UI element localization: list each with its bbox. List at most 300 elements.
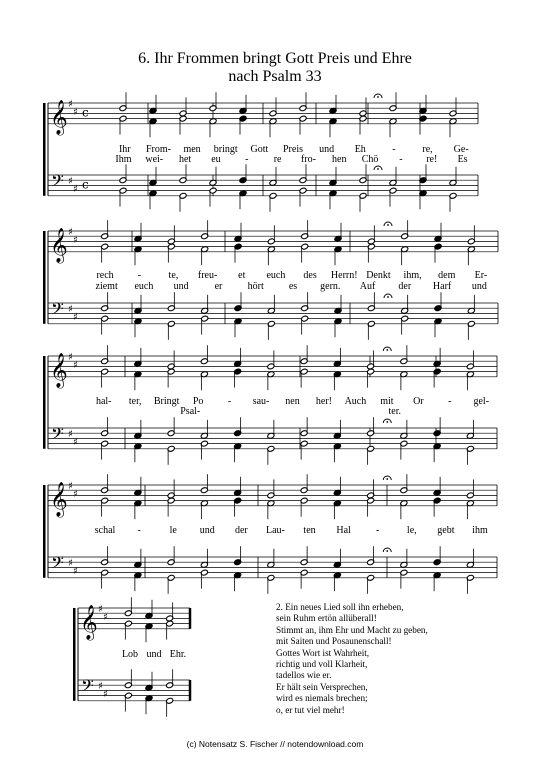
half-note — [200, 500, 208, 519]
half-note — [201, 220, 209, 239]
lyric-syllable: - — [448, 396, 452, 407]
quarter-note — [329, 95, 337, 114]
quarter-note — [234, 223, 242, 242]
half-note — [101, 440, 109, 459]
quarter-note — [239, 95, 247, 114]
half-note — [466, 420, 474, 439]
quarter-note — [149, 167, 157, 186]
sharp-icon: ♯ — [68, 227, 73, 238]
fermata-icon — [384, 294, 392, 298]
half-note — [300, 440, 308, 459]
half-note — [267, 225, 275, 244]
quarter-note — [134, 549, 142, 568]
lyric-syllable: Auch — [344, 396, 367, 407]
half-note — [359, 115, 367, 134]
quarter-note — [134, 223, 142, 242]
half-note — [166, 602, 174, 621]
half-note — [367, 320, 375, 339]
lyric-syllable: gern. — [320, 281, 341, 292]
half-note — [400, 345, 408, 364]
quarter-note — [234, 417, 242, 436]
lyric-syllable: und — [146, 649, 162, 660]
lyric-syllable: Chö — [361, 154, 379, 165]
lyric-syllable: Es — [457, 154, 468, 165]
quarter-note — [134, 295, 142, 314]
lyric-syllable: freu- — [197, 270, 218, 281]
lyric-syllable: - — [392, 144, 396, 155]
half-note — [167, 574, 175, 593]
quarter-note — [329, 190, 337, 209]
lyric-syllable: eu — [211, 154, 221, 165]
quarter-note — [434, 318, 442, 337]
quarter-note — [145, 600, 153, 619]
sharp-icon: ♯ — [73, 106, 78, 118]
half-note — [101, 497, 109, 516]
brace — [43, 231, 46, 324]
half-note — [200, 371, 208, 390]
half-note — [300, 345, 308, 364]
verse-line: 2. Ein neues Lied soll ihn erheben, — [276, 602, 404, 612]
sharp-icon: ♯ — [73, 437, 78, 448]
quarter-note — [419, 164, 427, 183]
half-note — [101, 243, 109, 262]
half-note — [167, 320, 175, 339]
half-note — [167, 292, 175, 311]
lyric-syllable: re — [273, 154, 282, 165]
half-note — [101, 345, 109, 364]
half-note — [179, 192, 187, 211]
lyric-syllable: Lob — [121, 649, 139, 660]
lyric-syllable: ten — [303, 525, 316, 536]
half-note — [301, 220, 309, 239]
copyright-footer: (c) Notensatz S. Fischer // notendownload.com — [186, 739, 364, 749]
brace — [43, 485, 46, 578]
treble-clef-icon: 𝄞 — [50, 481, 68, 517]
quarter-note — [149, 190, 157, 209]
lyric-syllable: Ge- — [453, 144, 469, 155]
quarter-note — [433, 572, 441, 591]
half-note — [167, 445, 175, 464]
half-note — [167, 243, 175, 262]
sharp-icon: ♯ — [68, 176, 73, 188]
half-note — [400, 420, 408, 439]
half-note — [167, 546, 175, 565]
lyric-syllable: - — [376, 525, 380, 536]
half-note — [466, 574, 474, 593]
half-note — [269, 192, 277, 211]
lyric-syllable: Harf — [432, 281, 452, 292]
half-note — [201, 315, 209, 334]
half-note — [300, 546, 308, 565]
half-note — [299, 164, 307, 183]
quarter-note — [234, 572, 242, 591]
quarter-note — [333, 549, 341, 568]
common-time-icon: c — [82, 177, 89, 192]
quarter-note — [333, 443, 341, 462]
half-note — [119, 187, 127, 206]
bass-clef-icon: 𝄢 — [81, 675, 94, 700]
half-note — [401, 220, 409, 239]
sharp-icon: ♯ — [68, 558, 73, 570]
half-note — [166, 697, 174, 716]
lyric-syllable: Gott — [250, 144, 269, 155]
half-note — [119, 92, 127, 111]
half-note — [389, 167, 397, 186]
half-note — [400, 371, 408, 390]
half-note — [124, 620, 132, 639]
lyric-syllable: und — [199, 525, 215, 536]
half-note — [300, 497, 308, 516]
quarter-note — [145, 623, 153, 642]
quarter-note — [433, 417, 441, 436]
quarter-note — [145, 672, 153, 691]
sharp-icon: ♯ — [68, 304, 73, 316]
lyric-syllable: Er- — [474, 270, 488, 281]
half-note — [101, 220, 109, 239]
lyric-syllable: re! — [426, 154, 438, 165]
quarter-note — [333, 500, 341, 519]
half-note — [467, 320, 475, 339]
half-note — [269, 118, 277, 137]
lyric-syllable: gel- — [473, 396, 490, 407]
lyric-syllable: des — [303, 270, 317, 281]
verse-line: mit Saiten und Posaunenschall! — [276, 636, 392, 647]
half-note — [267, 320, 275, 339]
lyric-syllable: hört — [247, 281, 264, 292]
half-note — [299, 92, 307, 111]
lyric-syllable: euch — [266, 270, 286, 281]
song-subtitle: nach Psalm 33 — [228, 68, 322, 85]
quarter-note — [134, 420, 142, 439]
half-note — [124, 692, 132, 711]
half-note — [267, 500, 275, 519]
quarter-note — [333, 348, 341, 367]
half-note — [367, 574, 375, 593]
lyric-syllable: es — [288, 281, 298, 292]
lyric-syllable: Hal — [336, 525, 351, 536]
lyric-syllable: ihm, — [403, 270, 422, 281]
half-note — [166, 669, 174, 688]
half-note — [367, 243, 375, 262]
half-note — [359, 164, 367, 183]
lyric-syllable: - — [137, 525, 141, 536]
half-note — [449, 167, 457, 186]
lyric-syllable: bringt — [213, 144, 238, 155]
lyric-syllable: dem — [438, 270, 456, 281]
half-note — [449, 118, 457, 137]
half-note — [401, 295, 409, 314]
sharp-icon: ♯ — [98, 681, 103, 693]
half-note — [119, 164, 127, 183]
sharp-icon: ♯ — [103, 689, 108, 700]
lyric-syllable: fro- — [300, 154, 316, 165]
half-note — [466, 479, 474, 498]
half-note — [400, 474, 408, 493]
quarter-note — [234, 368, 242, 387]
half-note — [367, 292, 375, 311]
half-note — [124, 597, 132, 616]
half-note — [101, 292, 109, 311]
lyric-syllable: le — [169, 525, 177, 536]
half-note — [200, 440, 208, 459]
quarter-note — [239, 164, 247, 183]
half-note — [167, 368, 175, 387]
lyric-syllable: euch — [134, 281, 154, 292]
quarter-note — [234, 243, 242, 262]
quarter-note — [134, 477, 142, 496]
quarter-note — [334, 295, 342, 314]
verse-line: wird es niemals brechen; — [276, 693, 368, 704]
lyric-syllable: From- — [145, 144, 171, 155]
half-note — [359, 192, 367, 211]
lyric-syllable: der — [398, 281, 412, 292]
lyric-syllable: Auf — [359, 281, 376, 292]
quarter-note — [433, 497, 441, 516]
half-note — [389, 92, 397, 111]
treble-clef-icon: 𝄞 — [50, 352, 68, 388]
half-note — [101, 474, 109, 493]
half-note — [466, 371, 474, 390]
quarter-note — [149, 95, 157, 114]
half-note — [101, 368, 109, 387]
half-note — [400, 500, 408, 519]
treble-clef-icon: 𝄞 — [50, 227, 68, 263]
half-note — [367, 479, 375, 498]
lyric-syllable: le, — [406, 525, 417, 536]
half-note — [367, 445, 375, 464]
quarter-note — [334, 223, 342, 242]
verse-line: sein Ruhm ertön allüberall! — [276, 613, 377, 624]
lyric-syllable: - — [227, 396, 232, 407]
lyric-syllable: et — [238, 270, 246, 281]
treble-clef-icon: 𝄞 — [80, 604, 98, 640]
half-note — [400, 440, 408, 459]
fermata-icon — [383, 419, 391, 423]
lyric-syllable: te, — [168, 270, 179, 281]
quarter-note — [134, 318, 142, 337]
quarter-note — [234, 497, 242, 516]
sharp-icon: ♯ — [68, 352, 73, 363]
half-note — [467, 246, 475, 265]
sharp-icon: ♯ — [73, 312, 78, 323]
half-note — [401, 246, 409, 265]
quarter-note — [433, 477, 441, 496]
quarter-note — [149, 118, 157, 137]
half-note — [267, 574, 275, 593]
lyric-syllable: - — [137, 270, 141, 281]
quarter-note — [234, 348, 242, 367]
brace — [43, 356, 46, 449]
sharp-icon: ♯ — [68, 99, 73, 110]
sharp-icon: ♯ — [68, 429, 73, 441]
lyric-syllable: Ihr — [118, 144, 131, 155]
quarter-note — [434, 243, 442, 262]
quarter-note — [234, 443, 242, 462]
half-note — [449, 192, 457, 211]
sharp-icon: ♯ — [73, 566, 78, 577]
quarter-note — [134, 572, 142, 591]
lyric-syllable: und — [173, 281, 189, 292]
half-note — [179, 115, 187, 134]
lyric-syllable: re, — [422, 144, 433, 155]
brace — [73, 608, 76, 701]
half-note — [166, 620, 174, 639]
quarter-note — [433, 443, 441, 462]
brace — [43, 103, 46, 196]
half-note — [201, 246, 209, 265]
quarter-note — [333, 371, 341, 390]
lyric-syllable: her! — [315, 396, 333, 407]
quarter-note — [134, 500, 142, 519]
half-note — [400, 549, 408, 568]
half-note — [300, 368, 308, 387]
half-note — [200, 420, 208, 439]
quarter-note — [234, 546, 242, 565]
lyric-syllable: ter. — [388, 406, 401, 417]
sharp-icon: ♯ — [103, 611, 108, 623]
half-note — [101, 546, 109, 565]
quarter-note — [333, 420, 341, 439]
lyric-syllable: Lau- — [266, 525, 285, 536]
half-note — [267, 549, 275, 568]
fermata-icon — [383, 548, 391, 552]
lyric-syllable: nen — [285, 396, 300, 407]
quarter-note — [334, 318, 342, 337]
half-note — [367, 350, 375, 369]
quarter-note — [329, 118, 337, 137]
half-note — [466, 350, 474, 369]
quarter-note — [434, 223, 442, 242]
quarter-note — [234, 477, 242, 496]
lyric-syllable: der — [234, 525, 248, 536]
half-note — [449, 97, 457, 116]
common-time-icon: c — [82, 105, 89, 120]
lyric-syllable: - — [245, 154, 249, 165]
sharp-icon: ♯ — [73, 359, 78, 371]
lyric-syllable: Bringt — [153, 396, 180, 407]
half-note — [201, 295, 209, 314]
half-note — [467, 295, 475, 314]
treble-clef-icon: 𝄞 — [50, 99, 68, 135]
half-note — [267, 350, 275, 369]
half-note — [167, 417, 175, 436]
half-note — [367, 546, 375, 565]
quarter-note — [333, 477, 341, 496]
half-note — [101, 315, 109, 334]
lyric-syllable: sau- — [252, 396, 270, 407]
lyric-syllable: het — [178, 154, 192, 165]
half-note — [367, 497, 375, 516]
half-note — [267, 246, 275, 265]
half-note — [367, 225, 375, 244]
quarter-note — [134, 246, 142, 265]
half-note — [124, 669, 132, 688]
half-note — [269, 167, 277, 186]
verse-2 — [276, 602, 428, 716]
lyric-syllable: und — [319, 144, 335, 155]
lyric-syllable: schal — [94, 525, 116, 536]
half-note — [267, 479, 275, 498]
verse-line: Gottes Wort ist Wahrheit, — [276, 647, 370, 658]
lyric-syllable: Po — [192, 396, 204, 407]
half-note — [101, 417, 109, 436]
half-note — [300, 474, 308, 493]
half-note — [267, 295, 275, 314]
lyric-syllable: Or — [413, 396, 424, 407]
bass-clef-icon: 𝄢 — [51, 170, 64, 195]
song-title: 6. Ihr Frommen bringt Gott Preis und Ehre — [138, 50, 412, 67]
quarter-note — [329, 167, 337, 186]
half-note — [301, 315, 309, 334]
half-note — [301, 243, 309, 262]
half-note — [467, 225, 475, 244]
verse-line: Er hält sein Versprechen, — [276, 681, 368, 692]
verse-line: o, er tut viel mehr! — [276, 704, 345, 715]
quarter-note — [239, 115, 247, 134]
half-note — [299, 115, 307, 134]
lyric-syllable: wei- — [145, 154, 164, 165]
quarter-note — [334, 246, 342, 265]
half-note — [389, 118, 397, 137]
quarter-note — [433, 546, 441, 565]
fermata-icon — [374, 94, 382, 98]
quarter-note — [419, 190, 427, 209]
quarter-note — [134, 371, 142, 390]
quarter-note — [419, 115, 427, 134]
half-note — [167, 497, 175, 516]
verse-line: Stimmt an, ihm Ehr und Macht zu geben, — [276, 624, 428, 635]
sharp-icon: ♯ — [73, 488, 78, 500]
half-note — [301, 292, 309, 311]
sharp-icon: ♯ — [73, 234, 78, 246]
half-note — [466, 500, 474, 519]
quarter-note — [433, 348, 441, 367]
sharp-icon: ♯ — [73, 184, 78, 195]
lyric-syllable: er — [214, 281, 223, 292]
fermata-icon — [383, 347, 391, 351]
half-note — [200, 345, 208, 364]
half-note — [359, 97, 367, 116]
lyric-syllable: gebt — [437, 525, 455, 536]
half-note — [167, 479, 175, 498]
half-note — [466, 549, 474, 568]
half-note — [209, 118, 217, 137]
verse-line: tadellos wie er. — [276, 670, 332, 681]
half-note — [200, 474, 208, 493]
lyric-syllable: Eh — [354, 144, 366, 155]
half-note — [200, 569, 208, 588]
fermata-icon — [384, 222, 392, 226]
lyric-syllable: - — [399, 154, 403, 165]
lyric-syllable: ziemt — [95, 281, 118, 292]
half-note — [167, 225, 175, 244]
half-note — [267, 445, 275, 464]
fermata-icon — [374, 166, 382, 170]
lyric-syllable: Herrn! — [330, 270, 358, 281]
half-note — [167, 350, 175, 369]
quarter-note — [239, 190, 247, 209]
half-note — [179, 97, 187, 116]
half-note — [119, 115, 127, 134]
quarter-note — [134, 348, 142, 367]
quarter-note — [433, 368, 441, 387]
verse-line: richtig und voll Klarheit, — [276, 659, 368, 670]
half-note — [267, 420, 275, 439]
bass-clef-icon: 𝄢 — [51, 423, 64, 448]
quarter-note — [234, 292, 242, 311]
half-note — [299, 187, 307, 206]
bass-clef-icon: 𝄢 — [51, 298, 64, 323]
